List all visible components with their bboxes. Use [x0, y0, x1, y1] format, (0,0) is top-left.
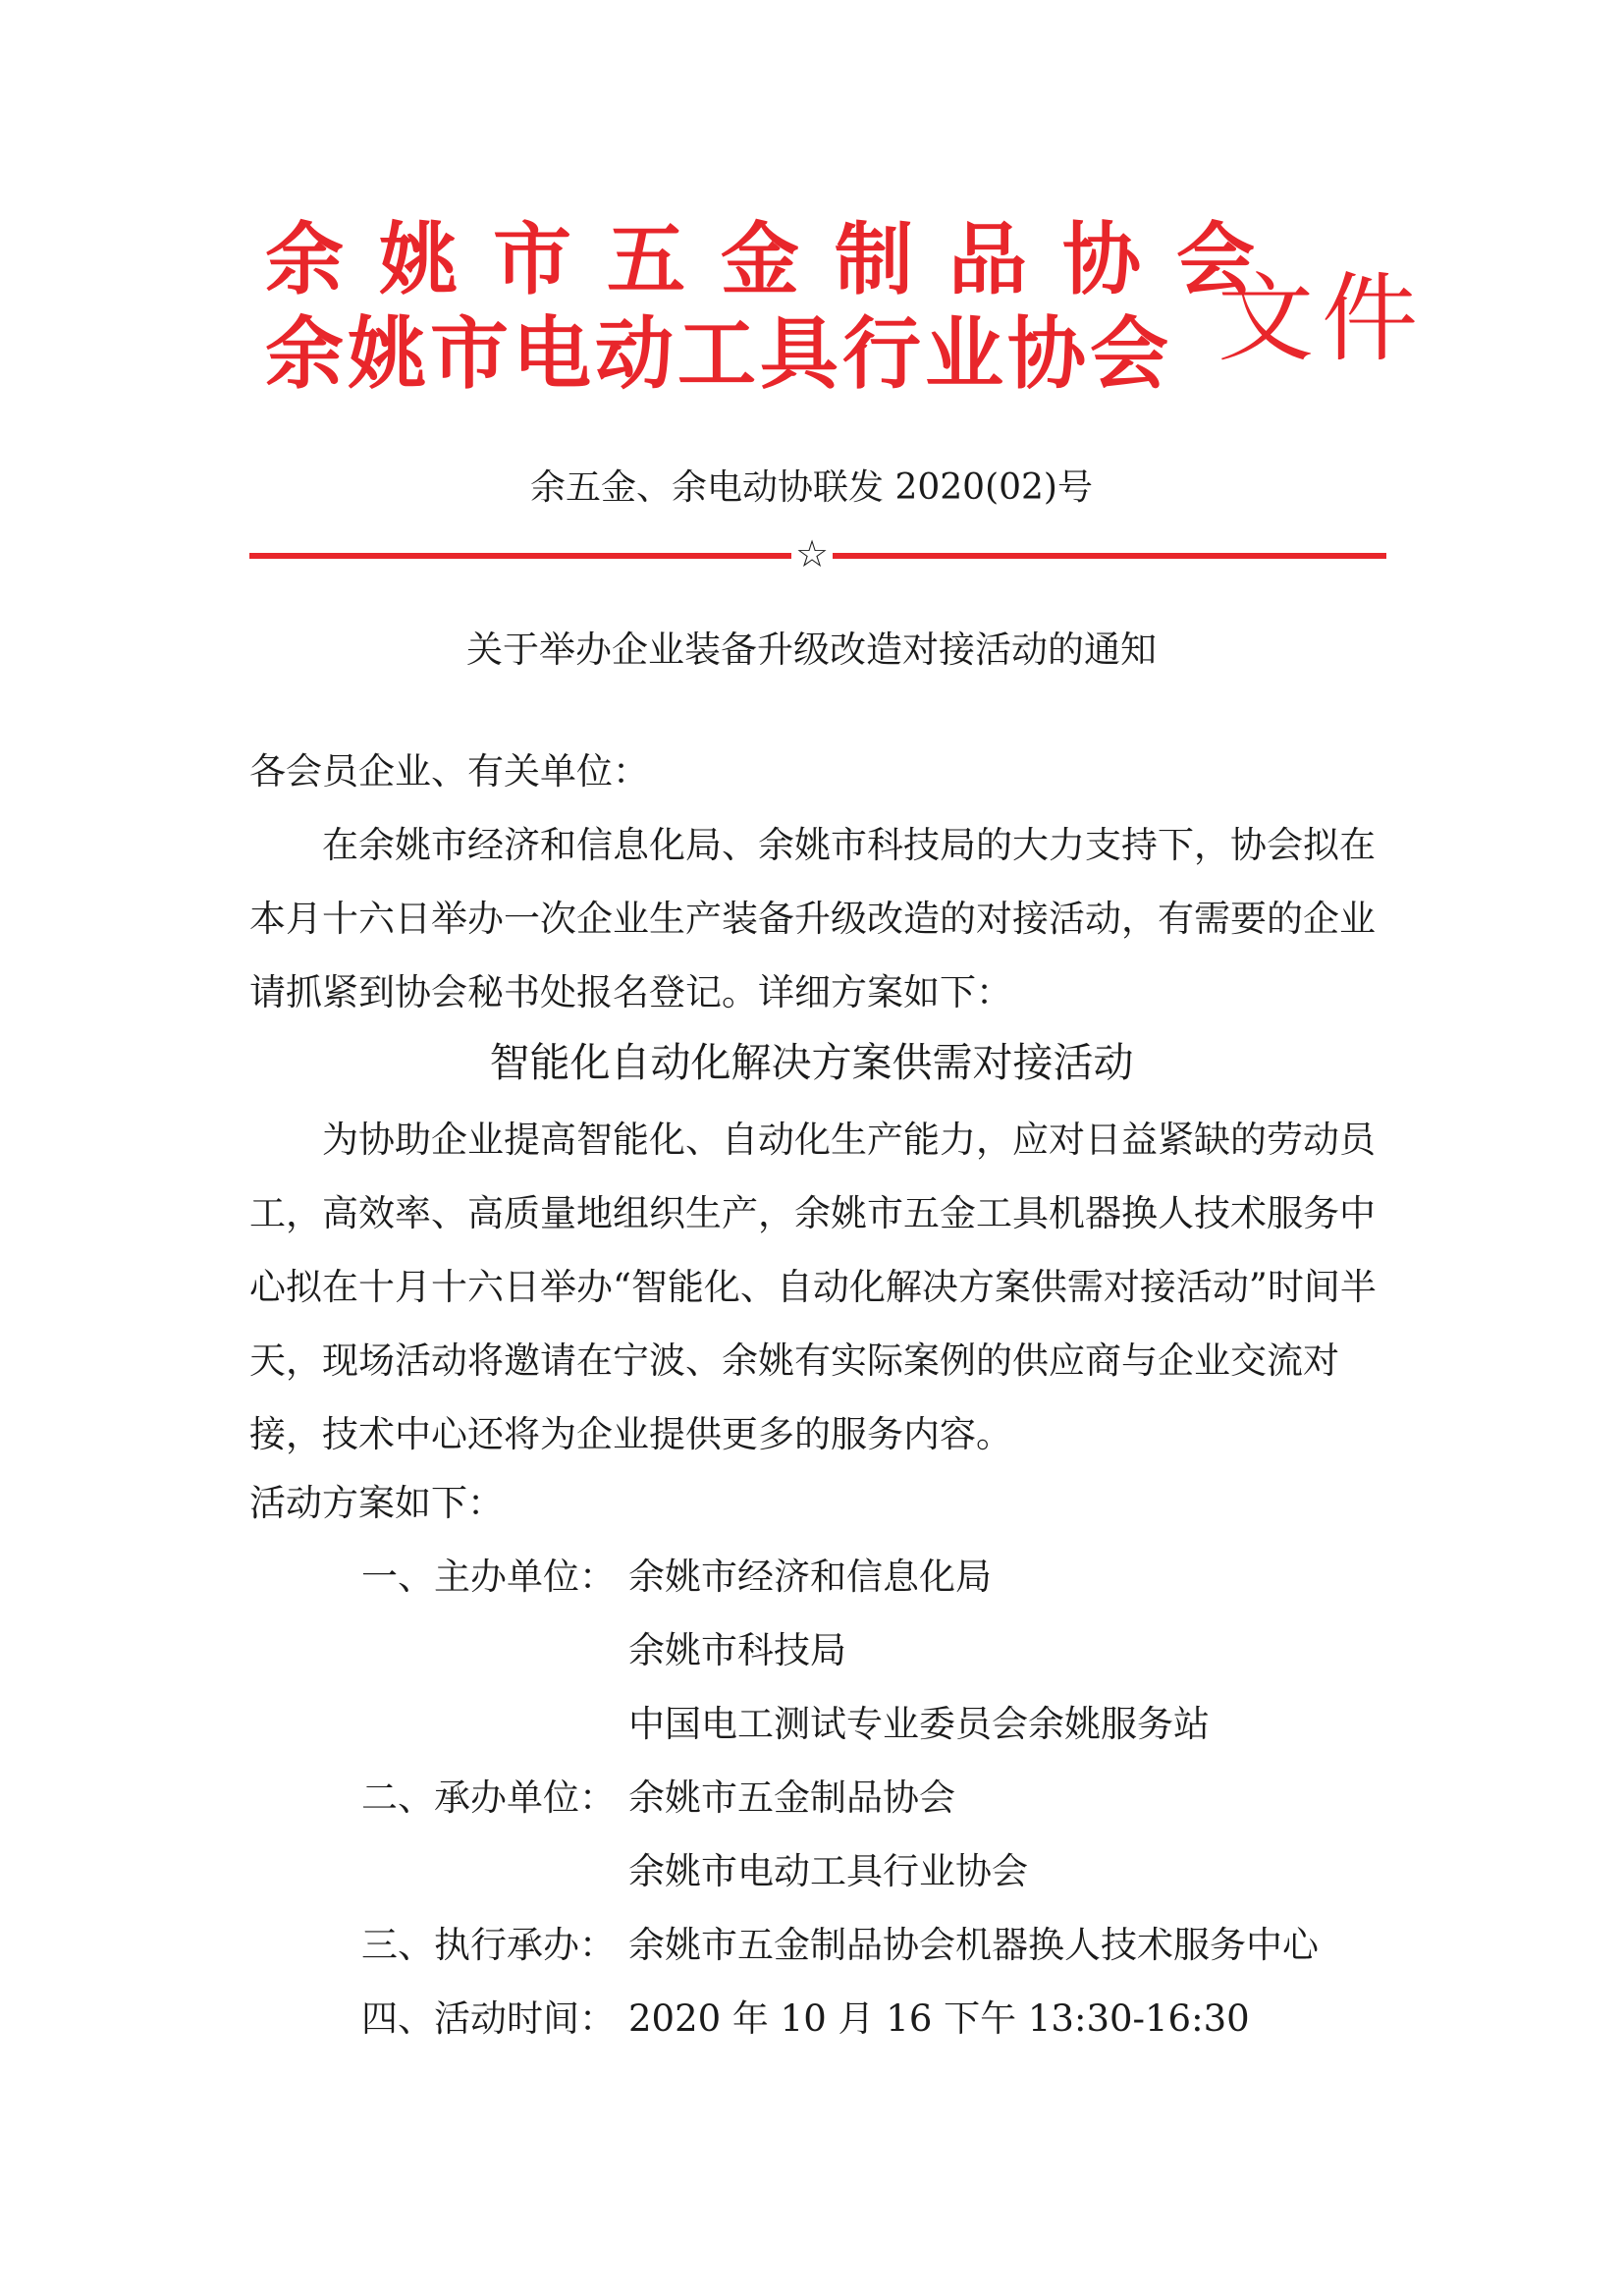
salutation: 各会员企业、有关单位： [249, 750, 649, 793]
plan-item-value: 2020 年 10 月 16 下午 13:30-16:30 [628, 1997, 1250, 2040]
header-divider-right [833, 553, 1386, 559]
plan-item-label: 一、主办单位： [361, 1556, 616, 1598]
plan-item-value: 余姚市电动工具行业协会 [628, 1850, 1028, 1892]
document-type-label: 文件 [1217, 263, 1427, 375]
event-subtitle: 智能化自动化解决方案供需对接活动 [489, 1039, 1134, 1086]
header-divider-left [249, 553, 791, 559]
plan-item-value: 余姚市经济和信息化局 [628, 1556, 992, 1598]
plan-intro: 活动方案如下： [249, 1482, 504, 1524]
plan-item-time [361, 1994, 1250, 2045]
plan-item-label: 四、活动时间： [361, 1997, 616, 2040]
issuer-name-2: 余姚市电动工具行业协会 [265, 308, 1172, 400]
plan-item-organizer [361, 1552, 1210, 1750]
plan-item-executor [361, 1920, 1319, 1971]
plan-item-value: 余姚市五金制品协会 [628, 1777, 955, 1819]
document-number: 余五金、余电动协联发 2020(02)号 [530, 467, 1093, 508]
plan-item-label: 三、执行承办： [361, 1924, 616, 1966]
plan-item-value: 余姚市五金制品协会机器换人技术服务中心 [628, 1924, 1319, 1966]
issuer-name-1: 余姚市五金制品协会 [265, 214, 1290, 305]
intro-paragraph: 在余姚市经济和信息化局、余姚市科技局的大力支持下，协会拟在本月十六日举办一次企业生产装备升级改造的对接活动，有需要的企业请抓紧到协会秘书处报名登记。详细方案如下： [249, 824, 1376, 1013]
plan-item-value: 余姚市科技局 [628, 1629, 846, 1671]
plan-item-host [361, 1773, 1028, 1897]
plan-item-label: 二、承办单位： [361, 1777, 616, 1819]
plan-item-value: 中国电工测试专业委员会余姚服务站 [628, 1703, 1210, 1745]
event-description-paragraph: 为协助企业提高智能化、自动化生产能力，应对日益紧缺的劳动员工，高效率、高质量地组织生产，余姚市五金工具机器换人技术服务中心拟在十月十六日举办“智能化、自动化解决方案供需对接活动”时间半天，现场活动将邀请在宁波、余姚有实际案例的供应商与企业交流对接，技术中心还将为企业提供更多的服务内容。 [249, 1119, 1377, 1455]
star-icon: ☆ [794, 532, 830, 575]
notice-title: 关于举办企业装备升级改造对接活动的通知 [466, 629, 1157, 671]
